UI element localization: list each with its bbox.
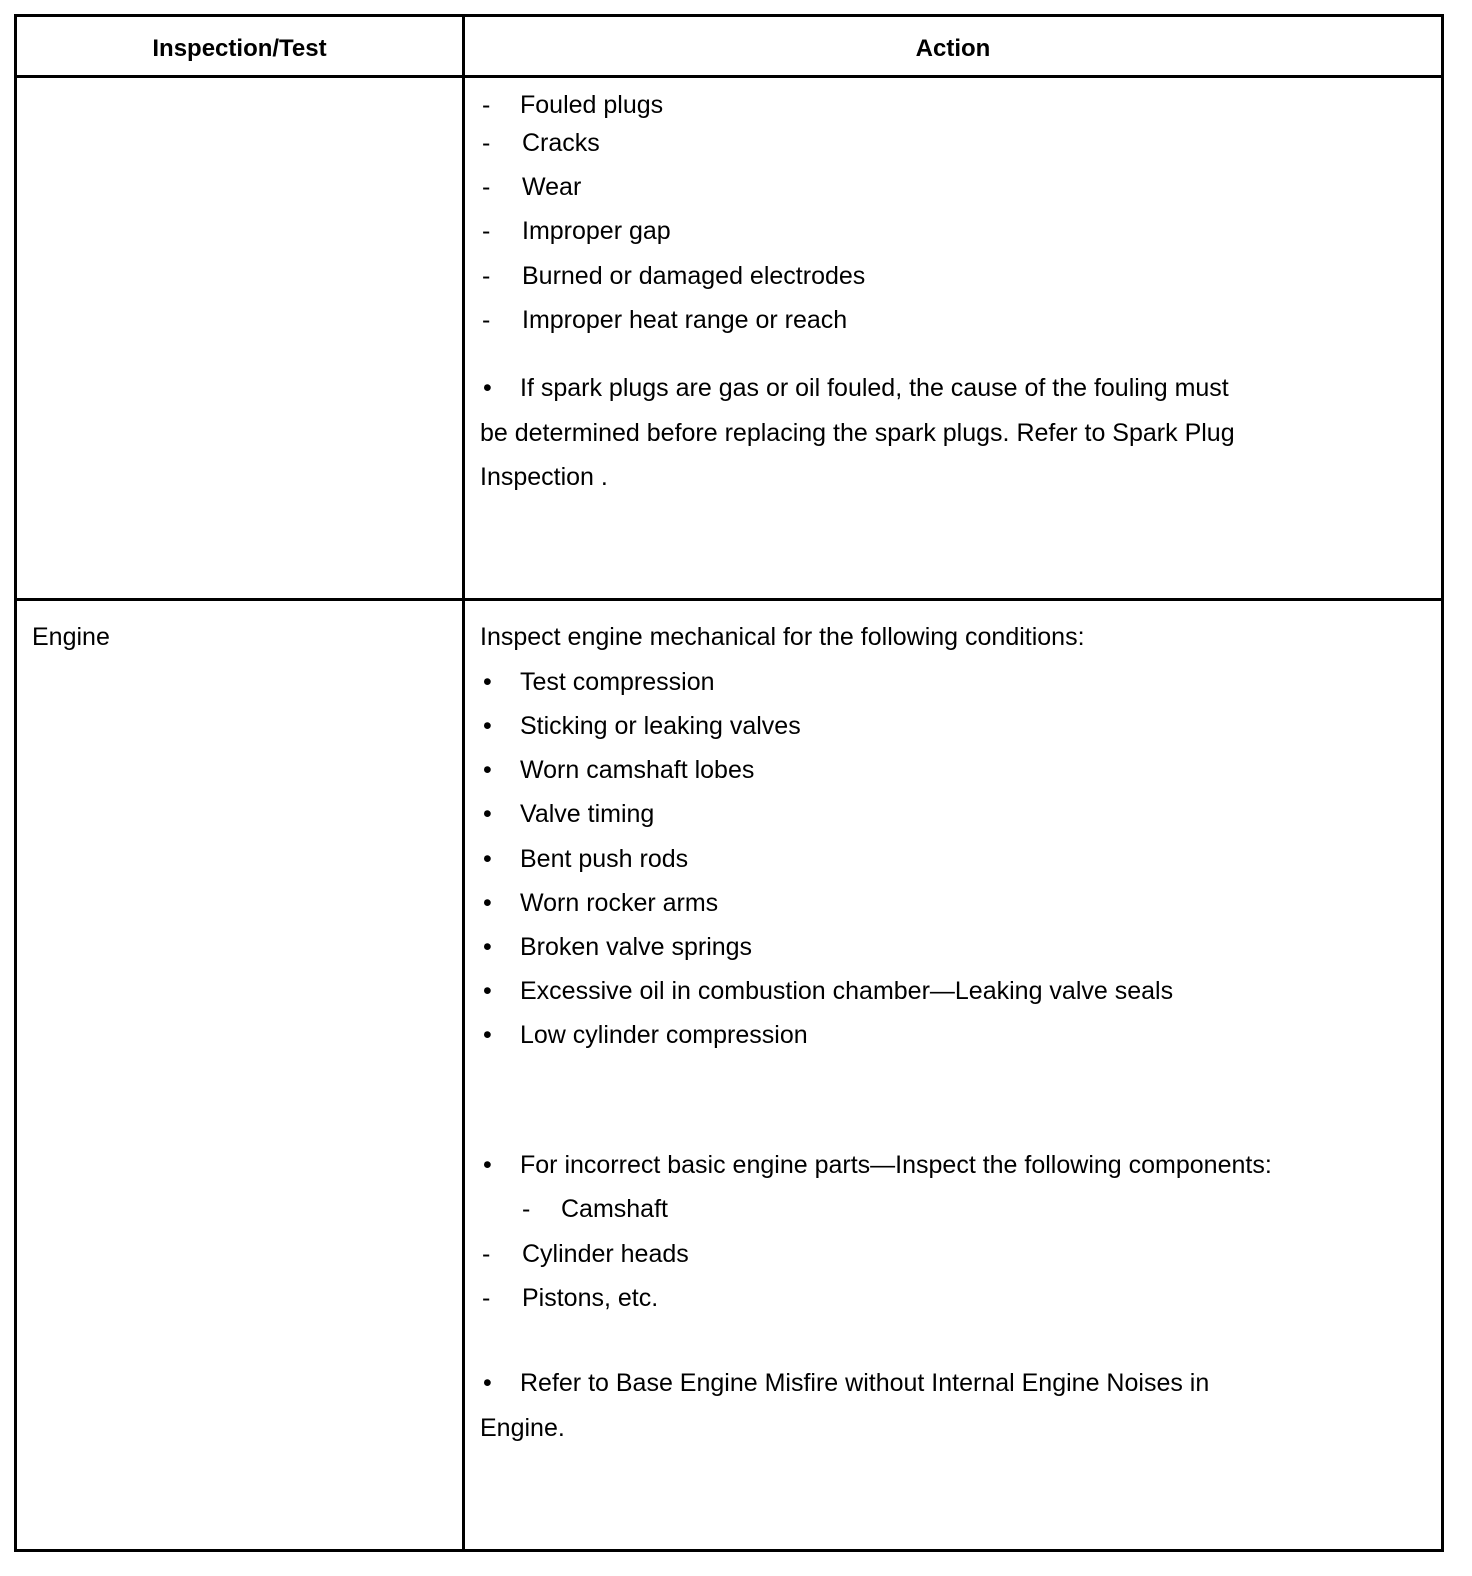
dash-marker: - [482, 91, 491, 119]
list-item: Cracks [522, 129, 600, 157]
list-item: Low cylinder compression [520, 1021, 808, 1049]
list-item: Worn rocker arms [520, 889, 719, 917]
action-intro: Inspect engine mechanical for the following conditions: [480, 623, 1085, 651]
bullet-marker: • [483, 1151, 492, 1179]
list-item: Sticking or leaking valves [520, 712, 801, 740]
bullet-marker: • [483, 756, 492, 784]
inspection-engine: Engine [32, 623, 110, 651]
list-item: Valve timing [520, 800, 655, 828]
dash-marker: - [482, 262, 491, 290]
bullet-marker: • [483, 889, 492, 917]
list-item: Fouled plugs [520, 91, 664, 119]
dash-marker: - [522, 1195, 531, 1223]
list-item: Test compression [520, 668, 715, 696]
list-item: Wear [522, 173, 582, 201]
bullet-marker: • [483, 374, 492, 402]
list-item: Broken valve springs [520, 933, 753, 961]
column-divider [462, 14, 465, 1552]
header-divider [14, 75, 1444, 78]
bullet-marker: • [483, 1021, 492, 1049]
bullet-marker: • [483, 1369, 492, 1397]
bullet-marker: • [483, 977, 492, 1005]
note-line: If spark plugs are gas or oil fouled, the cause of the fouling must [520, 374, 1229, 402]
bullet-marker: • [483, 668, 492, 696]
note-line: Inspection . [480, 463, 608, 491]
refer-line: Engine. [480, 1414, 565, 1442]
table-border-left [14, 14, 17, 1552]
bullet-marker: • [483, 933, 492, 961]
header-action: Action [915, 35, 991, 62]
dash-marker: - [482, 1284, 491, 1312]
dash-marker: - [482, 306, 491, 334]
row-divider [14, 598, 1444, 601]
table-border-top [14, 14, 1444, 17]
dash-marker: - [482, 129, 491, 157]
parts-intro: For incorrect basic engine parts—Inspect the following components: [520, 1151, 1272, 1179]
note-line: be determined before replacing the spark plugs. Refer to Spark Plug [480, 419, 1235, 447]
table-border-bottom [14, 1549, 1444, 1552]
list-item: Improper heat range or reach [522, 306, 848, 334]
dash-marker: - [482, 217, 491, 245]
list-item: Camshaft [561, 1195, 668, 1223]
list-item: Excessive oil in combustion chamber—Leaking valve seals [520, 977, 1174, 1005]
dash-marker: - [482, 173, 491, 201]
list-item: Improper gap [522, 217, 671, 245]
refer-line: Refer to Base Engine Misfire without Internal Engine Noises in [520, 1369, 1210, 1397]
bullet-marker: • [483, 845, 492, 873]
header-inspection-test: Inspection/Test [152, 35, 327, 62]
list-item: Bent push rods [520, 845, 689, 873]
list-item: Burned or damaged electrodes [522, 262, 866, 290]
list-item: Cylinder heads [522, 1240, 689, 1268]
bullet-marker: • [483, 712, 492, 740]
dash-marker: - [482, 1240, 491, 1268]
bullet-marker: • [483, 800, 492, 828]
list-item: Pistons, etc. [522, 1284, 659, 1312]
list-item: Worn camshaft lobes [520, 756, 755, 784]
table-border-right [1441, 14, 1444, 1552]
